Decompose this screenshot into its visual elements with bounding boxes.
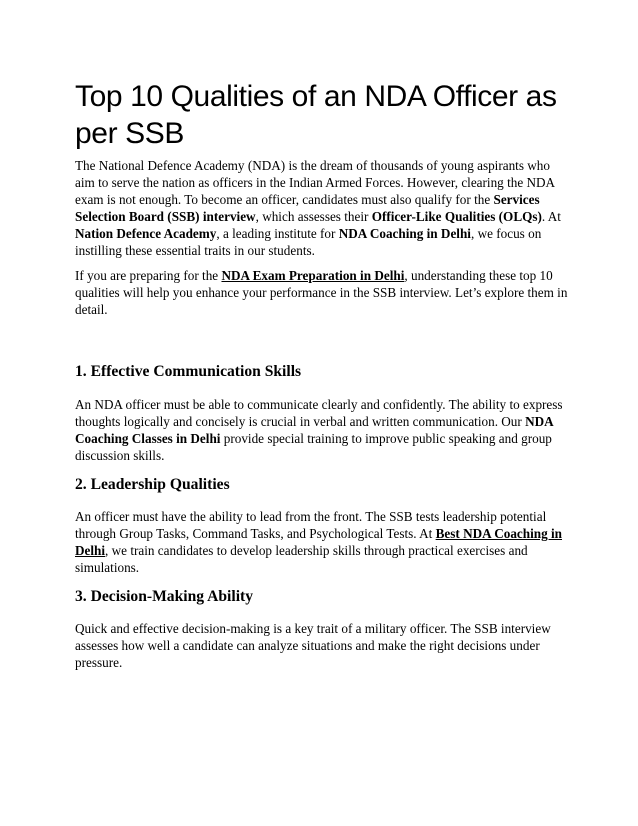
section-heading-communication: 1. Effective Communication Skills: [75, 363, 302, 380]
ssb-interview-bold: Services Selection Board (SSB) interview: [75, 192, 540, 224]
body-text: , we train candidates to develop leadership skills through practical exercises and simulations.: [75, 543, 528, 575]
nda-coaching-classes-bold: NDA Coaching Classes in Delhi: [75, 414, 553, 446]
best-nda-coaching-link[interactable]: Best NDA Coaching in Delhi: [75, 526, 563, 558]
olq-bold: Officer-Like Qualities (OLQs): [371, 209, 542, 224]
body-text: provide special training to improve public speaking and group discussion skills.: [75, 431, 552, 463]
intro-text: , a leading institute for: [216, 226, 339, 241]
academy-name-bold: Nation Defence Academy: [75, 226, 217, 241]
nda-exam-preparation-link[interactable]: NDA Exam Preparation in Delhi: [221, 268, 405, 283]
intro-text: , understanding these top 10 qualities will help you enhance your performance in the SSB interview. Let’s explore them in detail.: [75, 268, 568, 317]
intro-text: The National Defence Academy (NDA) is the dream of thousands of young aspirants who aim to serve the nation as officers in the Indian Armed Forces. However, clearing the NDA exam is not enough. To become an officer, candidates must also qualify for the: [75, 158, 555, 207]
section-heading-leadership: 2. Leadership Qualities: [75, 476, 230, 493]
body-text: An NDA officer must be able to communicate clearly and confidently. The ability to express thoughts logically and concisely is crucial in verbal and written communication. Our: [75, 397, 563, 429]
section-body-communication: [75, 396, 571, 464]
intro-text: If you are preparing for the: [75, 268, 222, 283]
body-text: Quick and effective decision-making is a key trait of a military officer. The SSB interview assesses how well a candidate can analyze situations and make the right decisions under pressure.: [75, 621, 551, 670]
body-text: An officer must have the ability to lead from the front. The SSB tests leadership potential through Group Tasks, Command Tasks, and Psychological Tests. At: [75, 509, 547, 541]
section-heading-decision-making: 3. Decision-Making Ability: [75, 588, 254, 605]
intro-paragraph-1: [75, 157, 571, 259]
section-body-decision-making: [75, 620, 571, 671]
intro-text: , which assesses their: [255, 209, 372, 224]
intro-text: , we focus on instilling these essential traits in our students.: [75, 226, 542, 258]
section-body-leadership: [75, 508, 571, 576]
page-title: Top 10 Qualities of an NDA Officer as per SSB: [75, 80, 557, 150]
nda-coaching-bold: NDA Coaching in Delhi: [338, 226, 471, 241]
intro-paragraph-2: [75, 267, 571, 318]
intro-text: . At: [541, 209, 561, 224]
